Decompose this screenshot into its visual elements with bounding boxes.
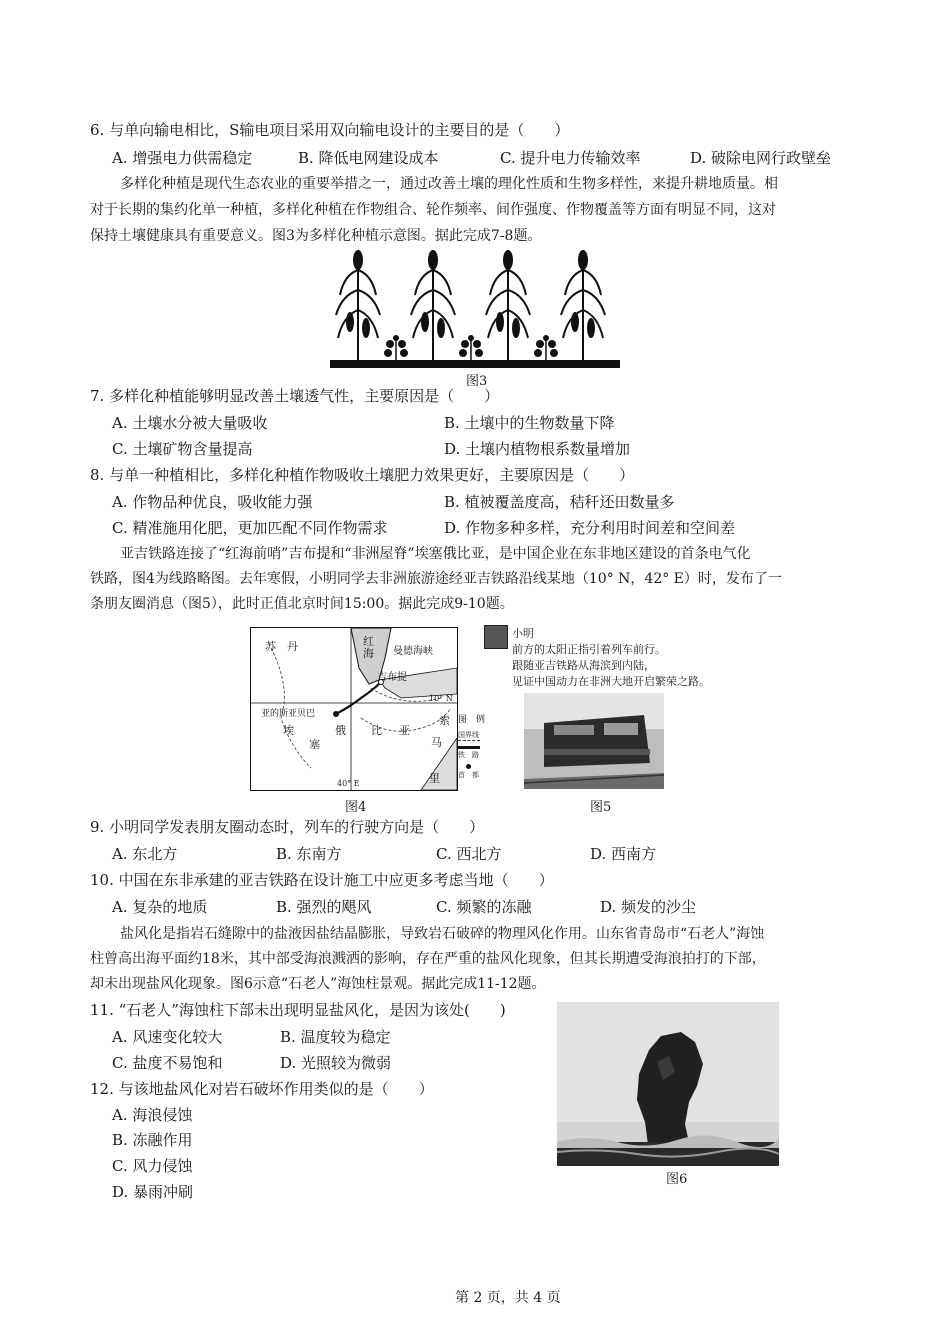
- post-username: 小明: [512, 627, 534, 640]
- fig4-legend: [458, 712, 484, 782]
- q9-option-a: A. 东北方: [112, 845, 178, 863]
- q9-option-d: D. 西南方: [590, 845, 657, 863]
- q6-option-d: D. 破除电网行政壁垒: [690, 149, 832, 167]
- q6-stem: 6. 与单向输电相比，S输电项目采用双向输电设计的主要目的是（ ）: [90, 121, 570, 139]
- label-somalia-2: 比: [371, 724, 382, 737]
- label-red-sea: 红 海: [363, 635, 374, 660]
- passage1-line3: 保持土壤健康具有重要意义。图3为多样化种植示意图。据此完成7-8题。: [90, 228, 542, 244]
- passage3-line2: 柱曾高出海平面约18米，其中部受海浪溅洒的影响，存在严重的盐风化现象，但其长期遭受海浪拍打的下部，: [90, 951, 766, 967]
- q12-option-a: A. 海浪侵蚀: [112, 1106, 193, 1124]
- q7-option-d: D. 土壤内植物根系数量增加: [444, 440, 631, 458]
- q12-option-b: B. 冻融作用: [112, 1131, 193, 1149]
- q11-stem: 11. “石老人”海蚀柱下部未出现明显盐风化，是因为该处( ): [90, 1001, 506, 1019]
- q10-option-d: D. 频发的沙尘: [600, 898, 697, 916]
- q8-stem: 8. 与单一种植相比，多样化种植作物吸收土壤肥力效果更好，主要原因是（ ）: [90, 466, 635, 484]
- q10-stem: 10. 中国在东非承建的亚吉铁路在设计施工中应更多考虑当地（ ）: [90, 871, 554, 889]
- q10-option-b: B. 强烈的飓风: [276, 898, 372, 916]
- fig3-planting-diagram: [330, 250, 620, 368]
- q7-option-a: A. 土壤水分被大量吸收: [112, 414, 268, 432]
- label-ethiopia-2: 塞: [309, 738, 320, 751]
- passage3-line3: 却未出现盐风化现象。图6示意“石老人”海蚀柱景观。据此完成11-12题。: [90, 976, 546, 992]
- q12-option-c: C. 风力侵蚀: [112, 1157, 193, 1175]
- label-ethiopia-1: 埃: [283, 724, 294, 737]
- fig5-moments-post: [484, 623, 744, 793]
- fig6-sea-stack-photo: [557, 1002, 779, 1166]
- soil-line: [330, 360, 620, 368]
- legend-border-symbol: [458, 740, 480, 741]
- passage1-line1: 多样化种植是现代生态农业的重要举措之一，通过改善土壤的理化性质和生物多样性，来提升耕地质量。相: [120, 176, 778, 192]
- fig4-caption: 图4: [345, 800, 367, 815]
- q12-option-d: D. 暴雨冲刷: [112, 1183, 194, 1201]
- q11-option-a: A. 风速变化较大: [112, 1028, 223, 1046]
- legend-title: 图 例: [458, 715, 486, 725]
- label-djibouti: 吉布提: [377, 672, 407, 683]
- corn-plant-3: [486, 250, 530, 362]
- legend-capital: 首 都: [458, 771, 479, 779]
- q11-option-b: B. 温度较为稳定: [280, 1028, 391, 1046]
- q7-option-c: C. 土壤矿物含量提高: [112, 440, 253, 458]
- label-sudan: 苏 丹: [265, 640, 298, 653]
- fig4-map: [250, 627, 458, 791]
- label-somalia-3: 亚: [399, 724, 410, 737]
- page-footer: 第 2 页，共 4 页: [455, 1290, 561, 1306]
- addis-capital-marker: [333, 711, 339, 717]
- q12-stem: 12. 与该地盐风化对岩石破坏作用类似的是（ ）: [90, 1080, 434, 1098]
- q8-option-b: B. 植被覆盖度高，秸秆还田数量多: [444, 493, 675, 511]
- bean-plant-3: [534, 335, 558, 362]
- label-lon-40e: 40° E: [337, 779, 360, 788]
- passage2-line2: 铁路，图4为线路略图。去年寒假，小明同学去非洲旅游途经亚吉铁路沿线某地（10° N，42° E）时，发布了一: [90, 571, 782, 587]
- label-mandeb: 曼德海峡: [393, 646, 433, 657]
- corn-plant-4: [561, 250, 605, 362]
- passage1-line2: 对于长期的集约化单一种植，多样化种植在作物组合、轮作频率、间作强度、作物覆盖等方面有明显不同，这对: [90, 202, 776, 218]
- train-photo: [524, 693, 664, 789]
- q11-option-d: D. 光照较为微弱: [280, 1054, 392, 1072]
- q7-stem: 7. 多样化种植能够明显改善土壤透气性，主要原因是（ ）: [90, 387, 500, 405]
- bean-plant-2: [459, 335, 483, 362]
- q6-option-a: A. 增强电力供需稳定: [112, 149, 253, 167]
- post-line-1: 前方的太阳正指引着列车前行。: [512, 643, 666, 656]
- fig5-caption: 图5: [590, 800, 612, 815]
- post-line-2: 跟随亚吉铁路从海滨到内陆，: [512, 659, 655, 672]
- passage3-line1: 盐风化是指岩石缝隙中的盐液因盐结晶膨胀，导致岩石破碎的物理风化作用。山东省青岛市“石老人”海蚀: [120, 926, 765, 942]
- label-lat-10n: 10° N: [429, 694, 453, 703]
- q8-option-c: C. 精准施用化肥，更加匹配不同作物需求: [112, 519, 388, 537]
- legend-rail-symbol: [458, 746, 480, 749]
- q8-option-d: D. 作物多种多样，充分利用时间差和空间差: [444, 519, 736, 537]
- label-somalia-5: 里: [429, 772, 440, 785]
- label-ethiopia-3: 俄: [335, 724, 346, 737]
- passage2-line3: 条朋友圈消息（图5），此时正值北京时间15:00。据此完成9-10题。: [90, 596, 514, 612]
- label-addis: 亚的斯亚贝巴: [261, 709, 316, 719]
- corn-plant-2: [411, 250, 455, 362]
- q7-option-b: B. 土壤中的生物数量下降: [444, 414, 615, 432]
- label-somalia-4: 马: [431, 736, 442, 749]
- bean-plant-1: [384, 335, 408, 362]
- q6-option-b: B. 降低电网建设成本: [298, 149, 439, 167]
- avatar: [484, 625, 508, 649]
- q9-stem: 9. 小明同学发表朋友圈动态时，列车的行驶方向是（ ）: [90, 818, 485, 836]
- q10-option-a: A. 复杂的地质: [112, 898, 208, 916]
- fig6-caption: 图6: [666, 1172, 688, 1187]
- q9-option-b: B. 东南方: [276, 845, 342, 863]
- fig3-caption: 图3: [466, 374, 488, 389]
- post-line-3: 见证中国动力在非洲大地开启繁荣之路。: [512, 675, 710, 688]
- legend-rail: 铁 路: [458, 751, 479, 759]
- q6-option-c: C. 提升电力传输效率: [500, 149, 641, 167]
- legend-border: 国界线: [458, 731, 479, 739]
- q10-option-c: C. 频繁的冻融: [436, 898, 532, 916]
- q9-option-c: C. 西北方: [436, 845, 502, 863]
- q11-option-c: C. 盐度不易饱和: [112, 1054, 223, 1072]
- passage2-line1: 亚吉铁路连接了“红海前哨”吉布提和“非洲屋脊”埃塞俄比亚，是中国企业在东非地区建设的首条电气化: [120, 546, 751, 562]
- corn-plant-1: [336, 250, 380, 362]
- legend-capital-symbol: [466, 764, 471, 769]
- q8-option-a: A. 作物品种优良，吸收能力强: [112, 493, 313, 511]
- label-somalia-1: 索: [439, 714, 450, 727]
